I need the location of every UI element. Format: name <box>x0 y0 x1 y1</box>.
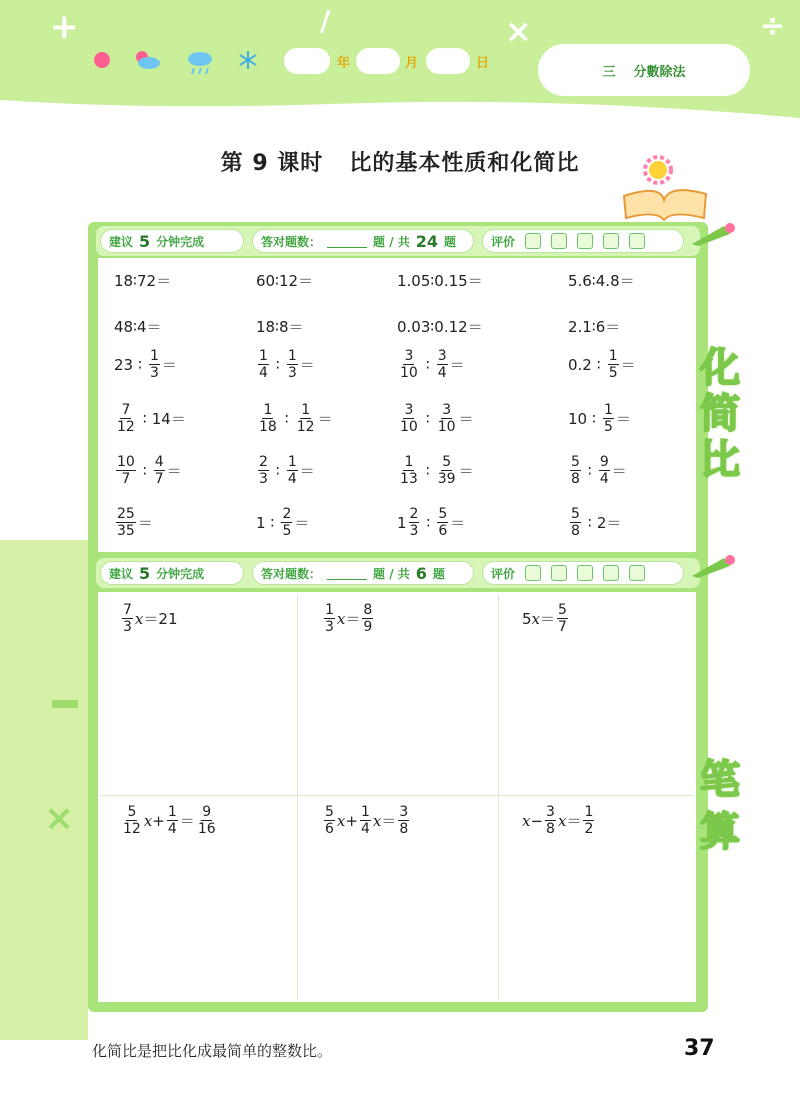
ratio-exercise: 1 ∶ $\frac{2}{5}$ ＝ <box>256 506 310 539</box>
thumb-icon[interactable] <box>603 233 619 249</box>
score-2: 答对题数： 题 / 共 6 题 <box>252 561 474 585</box>
snowflake-icon <box>240 51 256 69</box>
section-bar-1 <box>96 226 700 256</box>
svg-text:×: × <box>505 12 532 50</box>
side-label-simplify: 比 <box>700 437 740 483</box>
page-number: 37 <box>684 1036 715 1061</box>
ratio-exercise: 23 ∶ $\frac{1}{3}$ ＝ <box>114 348 177 381</box>
equation-3: 5 x ＝ $\frac{5}{7}$ <box>522 602 567 635</box>
lesson-topic: 比的基本性质和化简比 <box>349 151 580 176</box>
thumb-icon[interactable] <box>629 233 645 249</box>
ratio-exercise: 18∶8＝ <box>256 318 304 336</box>
svg-text:+: + <box>50 7 79 47</box>
ratio-exercise: 5.6∶4.8＝ <box>568 272 635 290</box>
svg-text:÷: ÷ <box>760 9 786 44</box>
ratio-exercise: $\frac{3}{10}$ ∶ $\frac{3}{4}$ ＝ <box>400 348 465 381</box>
side-label-written: 笔 <box>700 757 740 803</box>
rain-cloud-icon <box>188 52 212 74</box>
thumb-icon[interactable] <box>577 233 593 249</box>
ratio-exercise: 2.1∶6＝ <box>568 318 621 336</box>
footer-note: 化简比是把比化成最简单的整数比。 <box>92 1042 333 1060</box>
month-box[interactable] <box>356 48 400 74</box>
sun-cloud-icon <box>136 51 160 69</box>
rating-2: 评价 <box>482 561 684 585</box>
ratio-exercise: $\frac{10}{7}$ ∶ $\frac{4}{7}$ ＝ <box>117 454 182 487</box>
equation-panel <box>98 592 696 1002</box>
ratio-exercise: 18∶72＝ <box>114 272 172 290</box>
pencil-icon <box>690 550 738 580</box>
pencil-icon <box>690 218 738 248</box>
year-box[interactable] <box>284 48 330 74</box>
thumb-icon[interactable] <box>551 565 567 581</box>
day-label: 日 <box>476 56 490 71</box>
unit-name: 分數除法 <box>633 64 686 80</box>
ratio-exercise: $\frac{7}{12}$ ∶ 14 ＝ <box>117 402 186 435</box>
thumb-icon[interactable] <box>525 233 541 249</box>
open-book-icon <box>620 154 710 224</box>
section-bar-2 <box>96 558 700 588</box>
month-label: 月 <box>405 56 419 71</box>
suggest-time-2: 建议 5 分钟完成 <box>100 561 244 585</box>
ratio-exercise: $\frac{3}{10}$ ∶ $\frac{3}{10}$ ＝ <box>400 402 474 435</box>
ratio-exercise: 60∶12＝ <box>256 272 314 290</box>
ratio-exercise: $\frac{5}{8}$ ∶ 2 ＝ <box>571 506 622 539</box>
thumb-icon[interactable] <box>525 565 541 581</box>
equation-4: $\frac{5}{12}$ x + $\frac{1}{4}$ ＝ $\frac{9}{16}$ <box>123 804 216 837</box>
ratio-exercise: $\frac{2}{3}$ ∶ $\frac{1}{4}$ ＝ <box>259 454 315 487</box>
ratio-exercise: 0.03∶0.12＝ <box>397 318 483 336</box>
unit-badge <box>538 44 750 96</box>
ratio-exercise: 10 ∶ $\frac{1}{5}$ ＝ <box>568 402 631 435</box>
svg-text:/: / <box>320 4 331 37</box>
thumb-icon[interactable] <box>603 565 619 581</box>
ratio-exercise: $\frac{5}{8}$ ∶ $\frac{9}{4}$ ＝ <box>571 454 627 487</box>
equation-2: $\frac{1}{3}$ x ＝ $\frac{8}{9}$ <box>325 602 373 635</box>
ratio-exercise: 48∶4＝ <box>114 318 162 336</box>
ratio-exercise: $\frac{1}{4}$ ∶ $\frac{1}{3}$ ＝ <box>259 348 315 381</box>
day-box[interactable] <box>426 48 470 74</box>
ratio-exercise: 0.2 ∶ $\frac{1}{5}$ ＝ <box>568 348 636 381</box>
equation-5: $\frac{5}{6}$ x + $\frac{1}{4}$ x ＝ $\frac{3}{8}$ <box>325 804 409 837</box>
svg-text:×: × <box>44 798 75 839</box>
suggest-time-1: 建议 5 分钟完成 <box>100 229 244 253</box>
thumb-icon[interactable] <box>551 233 567 249</box>
lesson-number: 第 9 课时 <box>220 151 324 176</box>
year-label: 年 <box>337 56 351 71</box>
ratio-exercise: $\frac{25}{35}$ ＝ <box>117 506 153 539</box>
grid-line <box>297 596 298 1000</box>
equation-1: $\frac{7}{3}$ x ＝ 21 <box>123 602 178 635</box>
thumb-icon[interactable] <box>577 565 593 581</box>
score-1: 答对题数： 题 / 共 24 题 <box>252 229 474 253</box>
thumb-icon[interactable] <box>629 565 645 581</box>
ratio-exercise: 1 $\frac{2}{3}$ ∶ $\frac{5}{6}$ ＝ <box>397 506 466 539</box>
unit-number: 三 <box>602 64 616 80</box>
grid-line <box>498 596 499 1000</box>
side-label-written: 算 <box>700 809 740 855</box>
rating-1: 评价 <box>482 229 684 253</box>
weather-icons <box>92 48 262 76</box>
grid-line <box>100 795 694 796</box>
ratio-exercise: $\frac{1}{18}$ ∶ $\frac{1}{12}$ ＝ <box>259 402 333 435</box>
score-blank-2[interactable] <box>327 567 367 580</box>
margin-symbols <box>40 690 80 840</box>
score-blank-1[interactable] <box>327 235 367 248</box>
ratio-exercise: $\frac{1}{13}$ ∶ $\frac{5}{39}$ ＝ <box>400 454 474 487</box>
side-label-simplify: 简 <box>700 391 740 437</box>
sun-icon <box>94 52 110 68</box>
equation-6: x − $\frac{3}{8}$ x ＝ $\frac{1}{2}$ <box>522 804 594 837</box>
side-label-simplify: 化 <box>700 345 740 391</box>
ratio-exercise: 1.05∶0.15＝ <box>397 272 483 290</box>
